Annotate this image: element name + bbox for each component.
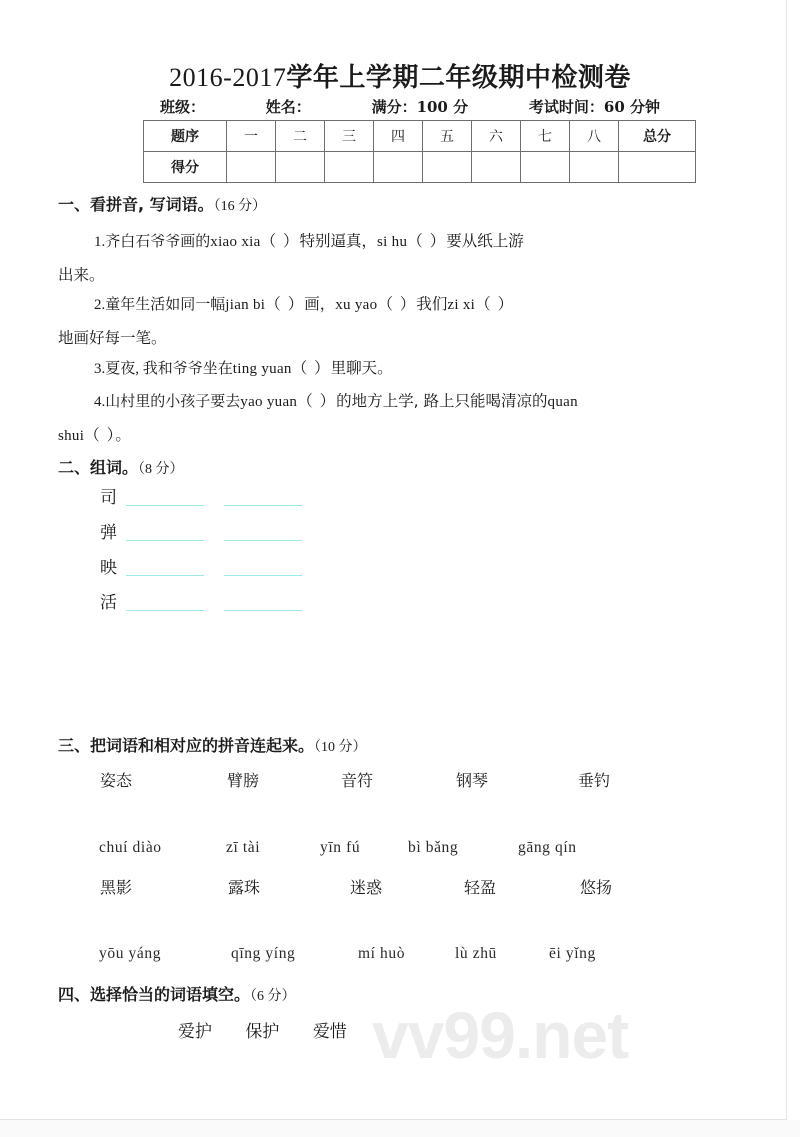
zuci-blank-4a[interactable] (126, 610, 204, 611)
cell-q1: 一 (227, 121, 276, 152)
page-title (0, 57, 800, 94)
word-bank-item-1[interactable]: 爱护 (178, 1022, 212, 1042)
q2-text-b: 画， (304, 295, 336, 313)
match-pinyin-1-3[interactable]: yīn fú (320, 839, 361, 856)
match-words-row-1 (0, 768, 800, 792)
q3-text-a: 3.夏夜, 我和爷爷坐在 (94, 361, 233, 377)
zuci-char-3: 映 (100, 558, 117, 578)
q4-text-a: 4.山村里的小孩子要去 (94, 394, 241, 410)
section-1-item-1-line-2: 出来。 (58, 266, 105, 284)
zuci-char-1: 司 (100, 488, 117, 508)
q2-pinyin-3: zi xi (447, 297, 476, 313)
class-label: 班级： (160, 98, 206, 116)
q3-text-b: 里聊天。 (330, 359, 393, 377)
zuci-blank-3a[interactable] (126, 575, 204, 576)
q1-text-b: 特别逼真， (299, 232, 378, 250)
section-1-item-3 (94, 351, 393, 386)
q1-blank-2[interactable]: （ ） (407, 232, 447, 250)
match-pinyin-2-1[interactable]: yōu yáng (99, 945, 162, 962)
score-blank-6[interactable] (472, 152, 521, 183)
q2-blank-1[interactable]: （ ） (265, 295, 305, 313)
score-blank-8[interactable] (570, 152, 619, 183)
zuci-char-2: 弹 (100, 523, 117, 543)
score-blank-1[interactable] (227, 152, 276, 183)
section-3-points: （10 分） (314, 740, 367, 755)
match-word-2-1[interactable]: 黑影 (100, 878, 133, 897)
section-2-heading (58, 455, 184, 478)
q1-blank-1[interactable]: （ ） (260, 232, 300, 250)
match-word-2-2[interactable]: 露珠 (228, 878, 261, 897)
section-1-heading (58, 192, 266, 215)
match-word-1-3[interactable]: 音符 (341, 771, 374, 790)
zuci-row-3 (100, 558, 302, 578)
match-word-2-4[interactable]: 轻盈 (464, 878, 497, 897)
cell-question-order-label: 题序 (144, 121, 227, 152)
cell-q4: 四 (374, 121, 423, 152)
q4-pinyin-1: yao yuan (240, 394, 298, 410)
score-blank-2[interactable] (276, 152, 325, 183)
section-2-points: （8 分） (138, 462, 184, 477)
section-2-title: 二、组词。 (58, 458, 139, 477)
match-pinyin-1-2[interactable]: zī tài (226, 839, 261, 856)
match-word-1-5[interactable]: 垂钓 (578, 771, 611, 790)
q1-text-c: 要从纸上游 (446, 232, 524, 250)
section-4-heading (58, 982, 296, 1005)
match-word-1-2[interactable]: 臂膀 (227, 771, 260, 790)
q2-text-c: 我们 (416, 295, 448, 313)
match-pinyin-1-4[interactable]: bì bǎng (408, 839, 459, 856)
score-blank-3[interactable] (325, 152, 374, 183)
q1-pinyin-1: xiao xia (210, 234, 261, 250)
zuci-blank-4b[interactable] (224, 610, 302, 611)
q1-pinyin-2: si hu (377, 234, 408, 250)
zuci-blank-1a[interactable] (126, 505, 204, 506)
q2-pinyin-2: xu yao (335, 297, 378, 313)
section-1-item-1-line-1 (94, 224, 524, 259)
match-word-2-5[interactable]: 悠扬 (580, 878, 613, 897)
watermark: vv99.net (372, 998, 629, 1072)
cell-score-label: 得分 (144, 152, 227, 183)
cell-q3: 三 (325, 121, 374, 152)
zuci-blank-2b[interactable] (224, 540, 302, 541)
section-4-word-bank (178, 1017, 375, 1042)
match-pinyin-2-2[interactable]: qīng yíng (231, 945, 296, 962)
q4-blank-2[interactable]: （ ） (84, 426, 116, 444)
zuci-blank-2a[interactable] (126, 540, 204, 541)
score-blank-7[interactable] (521, 152, 570, 183)
score-blank-5[interactable] (423, 152, 472, 183)
match-word-1-4[interactable]: 钢琴 (456, 771, 489, 790)
q3-blank-1[interactable]: （ ） (291, 359, 331, 377)
zuci-blank-1b[interactable] (224, 505, 302, 506)
section-1-item-2-line-1 (94, 287, 514, 322)
match-pinyin-2-4[interactable]: lù zhū (455, 945, 497, 962)
title-year: 2016-2017 (169, 63, 287, 92)
section-4-title: 四、选择恰当的词语填空。 (58, 985, 251, 1004)
duration-label: 考试时间：60 分钟 (528, 98, 660, 116)
cell-total-label: 总分 (619, 121, 696, 152)
section-1-points: （16 分） (213, 199, 267, 214)
cell-q5: 五 (423, 121, 472, 152)
word-bank-item-2[interactable]: 保护 (245, 1022, 280, 1042)
q4-text-c: 。 (115, 426, 131, 444)
cell-q8: 八 (570, 121, 619, 152)
section-1-item-2-line-2: 地画好每一笔。 (58, 329, 167, 347)
q2-text-a: 2.童年生活如同一幅 (94, 297, 226, 313)
cell-q6: 六 (472, 121, 521, 152)
q4-pinyin-2: quan (547, 394, 578, 410)
match-pinyin-1-1[interactable]: chuí diào (99, 839, 162, 856)
table-row-question-order (144, 121, 696, 152)
cell-q7: 七 (521, 121, 570, 152)
section-3-heading (58, 733, 367, 756)
q2-blank-3[interactable]: （ ） (475, 295, 515, 313)
q4-pinyin-3: shui (58, 428, 85, 444)
zuci-char-4: 活 (100, 593, 117, 613)
match-pinyin-row-1 (0, 839, 800, 861)
q1-text-a: 1.齐白石爷爷画的 (94, 234, 211, 250)
zuci-row-2 (100, 523, 302, 543)
name-label: 姓名： (265, 98, 311, 116)
table-row-score (144, 152, 696, 183)
cell-q2: 二 (276, 121, 325, 152)
q2-blank-2[interactable]: （ ） (377, 295, 417, 313)
exam-info-line (160, 96, 660, 117)
title-text: 学年上学期二年级期中检测卷 (286, 63, 631, 93)
q3-pinyin-1: ting yuan (232, 361, 292, 377)
page-edge-bottom-band (0, 1120, 800, 1137)
match-pinyin-row-2 (0, 945, 800, 967)
match-words-row-2 (0, 875, 800, 899)
match-word-1-1[interactable]: 姿态 (100, 771, 133, 790)
section-4-points: （6 分） (250, 989, 296, 1004)
section-1-item-4-line-1 (94, 384, 578, 419)
score-blank-4[interactable] (374, 152, 423, 183)
match-word-2-3[interactable]: 迷惑 (350, 878, 383, 897)
zuci-blank-3b[interactable] (224, 575, 302, 576)
match-pinyin-2-5[interactable]: ēi yǐng (549, 945, 596, 962)
word-bank-item-3[interactable]: 爱惜 (312, 1022, 347, 1042)
zuci-row-1 (100, 488, 302, 508)
q4-blank-1[interactable]: （ ） (297, 392, 337, 410)
section-3-title: 三、把词语和相对应的拼音连起来。 (58, 736, 315, 755)
q4-text-b: 的地方上学, 路上只能喝清凉的 (336, 392, 548, 410)
score-table (143, 120, 696, 183)
q2-pinyin-1: jian bi (225, 297, 266, 313)
match-pinyin-2-3[interactable]: mí huò (358, 945, 406, 962)
section-1-item-4-line-2 (58, 418, 131, 453)
match-pinyin-1-5[interactable]: gāng qín (518, 839, 577, 856)
section-1-title: 一、看拼音, 写词语。 (58, 195, 214, 214)
zuci-row-4 (100, 593, 302, 613)
full-score-label: 满分：100 分 (371, 98, 469, 116)
score-blank-total[interactable] (619, 152, 696, 183)
